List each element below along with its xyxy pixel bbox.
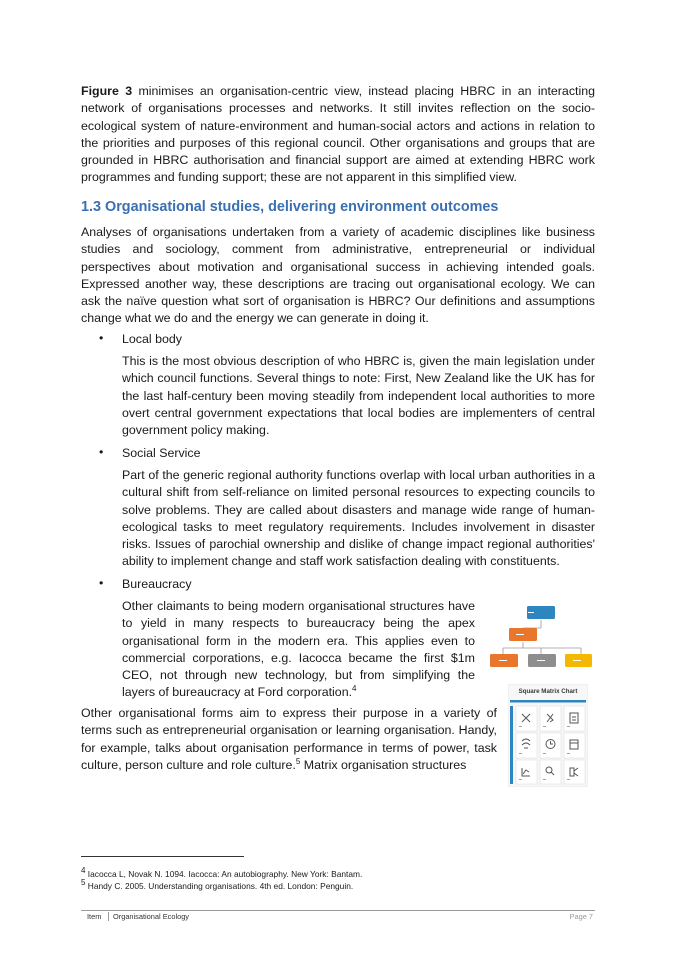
footnote-divider xyxy=(81,856,244,857)
bullet-label-local-body: Local body xyxy=(122,332,182,346)
footnote-ref-4: 4 xyxy=(352,684,357,694)
footer-item: Item xyxy=(87,912,102,921)
footnote-4: $^4$ Iacocca L, Novak N. 1094. Iacocca: An autobiography. New York: Bantam. xyxy=(81,866,363,879)
bullet-label-social-service: Social Service xyxy=(122,446,201,460)
footer-title: Organisational Ecology xyxy=(108,912,189,921)
intro-paragraph xyxy=(81,83,595,187)
footer-page-number: Page 7 xyxy=(569,912,593,921)
section-heading: 1.3 Organisational studies, delivering environment outcomes xyxy=(81,199,499,215)
bullet-text-local-body: This is the most obvious description of who HBRC is, given the main legislation under which council functions. Several things to note: First, New Zealand like the UK has for the last half-century been moving steadily from independent local authorities to more overt central government expectations that local bodies are implementers of central government policy making. xyxy=(122,354,595,438)
figure-reference: Figure 3 xyxy=(81,84,133,98)
bullet-label-bureaucracy: Bureaucracy xyxy=(122,577,192,591)
bullet-text-bureaucracy: Other claimants to being modern organisational structures have to yield in many respects to bureaucracy being the apex organisational form in the modern era. This applies even to commercial corporations, e.g. Iacocca became the first $1m CEO, not through new technology, but from simplifying the layers of bureaucracy at Ford corporation.$^4$ xyxy=(122,599,475,700)
matrix-chart-image xyxy=(508,684,588,787)
bullet-dot: • xyxy=(99,576,104,590)
intro-text: minimises an organisation-centric view, instead placing HBRC in an interacting network of organisations processes and networks. It still invites reflection on the socio-ecological system of nature-environment and human-social actors and actions in relation to the priorities and purposes of this regional council. Other organisations and groups that are grounded in HBRC authorisation and financial support are aimed at extending HBRC work programmes and funding support; these are not apparent in this simplified view. xyxy=(81,84,595,185)
bullet-text-social-service: Part of the generic regional authority functions overlap with local urban authorities in a cultural shift from self-reliance on limited personal resources to expecting councils to solve problems. They are called about disasters and manage wide range of human-ecological tasks to meet regulatory requirements. Includes involvement in disaster risks. Issues of parochial ownership and dislike of change impact regional authorities' ability to implement change and staff work satisfaction dealing with constituents. xyxy=(122,468,595,569)
footnote-5: $^5$ Handy C. 2005. Understanding organisations. 4th ed. London: Penguin. xyxy=(81,878,354,891)
closing-paragraph: Other organisational forms aim to express their purpose in a variety of terms such as entrepreneurial organisation or learning organisation. Handy, for example, talks about organisation performance in terms of power, task culture, person culture and role culture.$^5$ Matrix organisation structures xyxy=(81,706,497,772)
matrix-chart-title: Square Matrix Chart xyxy=(518,688,578,695)
section-paragraph: Analyses of organisations undertaken from a variety of academic disciplines like business studies and sociology, comment from administrative, entrepreneurial or individual perspectives about motivation and organisational success in achieving intended goals. Expressed another way, these descriptions are tracing out organisational ecology. We can ask the naïve question what sort of organisation is HBRC? Our definitions and assumptions change what we do and the energy we can generate in doing it. xyxy=(81,225,595,326)
bullet-dot: • xyxy=(99,445,104,459)
bullet-dot: • xyxy=(99,331,104,345)
footnote-ref-5: 5 xyxy=(295,756,301,766)
footer-rule xyxy=(81,910,595,911)
org-chart-image xyxy=(489,604,593,672)
